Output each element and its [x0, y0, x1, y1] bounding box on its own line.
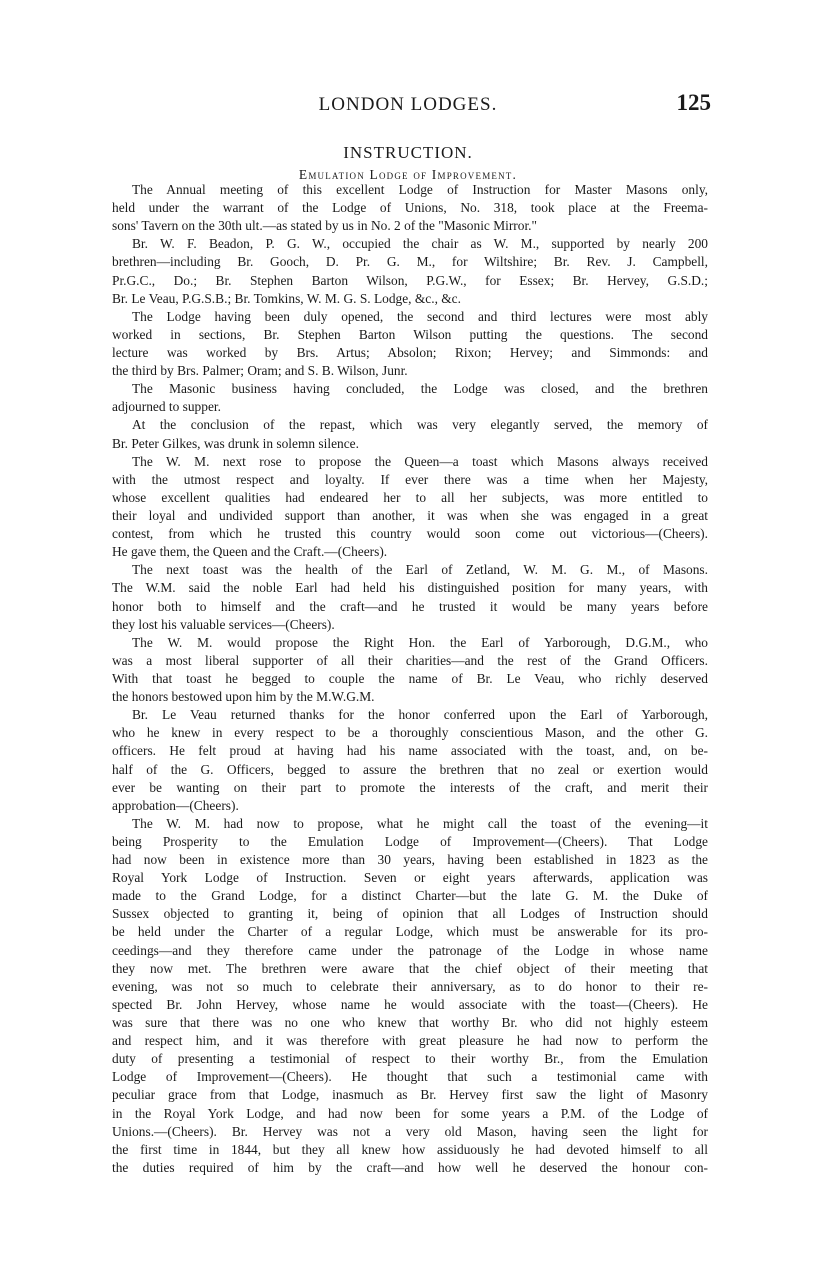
text-line: lecture was worked by Brs. Artus; Absolon; Rixon; Hervey; and Simmonds: and	[112, 344, 708, 360]
text-line: Unions.—(Cheers). Br. Hervey was not a very old Mason, having seen the light for	[112, 1123, 708, 1139]
text-line: their loyal and undivided support than another, it was when she was engaged in a great	[112, 507, 708, 523]
text-line: be held under the Charter of a regular Lodge, which must be answerable for its pro-	[112, 924, 708, 940]
text-line: brethren—including Br. Gooch, D. Pr. G. M., for Wiltshire; Br. Rev. J. Campbell,	[112, 254, 708, 270]
text-line: He gave them, the Queen and the Craft.—(Cheers).	[112, 544, 388, 560]
text-line: they now met. The brethren were aware that the chief object of their meeting that	[112, 960, 708, 976]
text-line: With that toast he begged to couple the name of Br. Le Veau, who richly deserved	[112, 670, 708, 686]
text-line: The W. M. next rose to propose the Queen—a toast which Masons always received	[132, 453, 708, 469]
text-line: spected Br. John Hervey, whose name he would associate with the toast—(Cheers). He	[112, 996, 708, 1012]
text-line: adjourned to supper.	[112, 399, 221, 415]
text-line: whose excellent qualities had endeared her to all her subjects, was more entitled to	[112, 489, 708, 505]
text-line: contest, from which he trusted this country would soon come out victorious—(Cheers).	[112, 526, 708, 542]
text-line: Br. Le Veau returned thanks for the honor conferred upon the Earl of Yarborough,	[132, 707, 708, 723]
text-line: Lodge of Improvement—(Cheers). He thought that such a testimonial came with	[112, 1069, 708, 1085]
text-line: had now been in existence more than 30 years, having been established in 1823 as the	[112, 852, 708, 868]
text-line: the third by Brs. Palmer; Oram; and S. B. Wilson, Junr.	[112, 363, 408, 379]
text-line: made to the Grand Lodge, for a distinct Charter—but the late G. M. the Duke of	[112, 888, 708, 904]
text-line: Pr.G.C., Do.; Br. Stephen Barton Wilson, P.G.W., for Essex; Br. Hervey, G.S.D.;	[112, 272, 708, 288]
text-line: the honors bestowed upon him by the M.W.G.M.	[112, 689, 375, 705]
text-line: the first time in 1844, but they all knew how assiduously he had devoted himself to all	[112, 1141, 708, 1157]
text-line: with the utmost respect and loyalty. If ever there was a time when her Majesty,	[112, 471, 708, 487]
text-line: the duties required of him by the craft—and how well he deserved the honour con-	[112, 1159, 708, 1175]
text-line: evening, was not so much to celebrate their anniversary, as to do honor to their re-	[112, 978, 708, 994]
text-line: being Prosperity to the Emulation Lodge of Improvement—(Cheers). That Lodge	[112, 833, 708, 849]
text-line: peculiar grace from that Lodge, inasmuch as Br. Hervey first saw the light of Masonry	[112, 1087, 708, 1103]
text-line: worked in sections, Br. Stephen Barton Wilson putting the questions. The second	[112, 326, 708, 342]
article-body	[112, 181, 708, 1177]
text-line: Royal York Lodge of Instruction. Seven or eight years afterwards, application was	[112, 870, 708, 886]
text-line: duty of presenting a testimonial of respect to their worthy Br., from the Emulation	[112, 1051, 708, 1067]
running-head	[108, 90, 711, 120]
text-line: The Annual meeting of this excellent Lodge of Instruction for Master Masons only,	[132, 182, 708, 197]
text-line: honor both to himself and the craft—and he trusted it would be many years before	[112, 598, 708, 614]
text-line: half of the G. Officers, begged to assure the brethren that no zeal or exertion would	[112, 761, 708, 777]
running-title: LONDON LODGES.	[318, 94, 498, 115]
text-line: Br. Le Veau, P.G.S.B.; Br. Tomkins, W. M. G. S. Lodge, &c., &c.	[112, 290, 461, 306]
text-line: approbation—(Cheers).	[112, 797, 239, 813]
text-line: The W. M. would propose the Right Hon. the Earl of Yarborough, D.G.M., who	[132, 634, 708, 650]
text-line: At the conclusion of the repast, which was very elegantly served, the memory of	[132, 417, 708, 433]
text-line: held under the warrant of the Lodge of Unions, No. 318, took place at the Freema-	[112, 200, 708, 216]
text-line: officers. He felt proud at having had his name associated with the toast, and, on be-	[112, 743, 708, 759]
text-line: who he knew in every respect to be a thoroughly conscientious Mason, and the other G.	[112, 725, 708, 741]
text-line: was sure that there was no one who knew that worthy Br. who did not highly esteem	[112, 1015, 708, 1031]
text-line: Br. W. F. Beadon, P. G. W., occupied the chair as W. M., supported by nearly 200	[132, 236, 708, 252]
text-line: The W. M. had now to propose, what he might call the toast of the evening—it	[132, 815, 708, 831]
text-line: sons' Tavern on the 30th ult.—as stated by us in No. 2 of the "Masonic Mirror."	[112, 218, 537, 234]
section-subtitle: Emulation Lodge of Improvement.	[298, 167, 518, 182]
text-line: The Lodge having been duly opened, the second and third lectures were most ably	[132, 308, 708, 324]
section-title: INSTRUCTION.	[343, 143, 473, 162]
text-line: was a most liberal supporter of all their charities—and the rest of the Grand Officers.	[112, 652, 708, 668]
text-line: The W.M. said the noble Earl had held his distinguished position for many years, with	[112, 580, 708, 596]
text-line: and respect him, and it was therefore with great pleasure he had now to perform the	[112, 1033, 708, 1049]
text-line: Sussex objected to granting it, being of opinion that all Lodges of Instruction should	[112, 906, 708, 922]
text-line: in the Royal York Lodge, and had now been for some years a P.M. of the Lodge of	[112, 1105, 708, 1121]
text-line: ever be wanting on their part to promote the interests of the craft, and merit their	[112, 779, 708, 795]
text-line: Br. Peter Gilkes, was drunk in solemn silence.	[112, 435, 359, 451]
text-line: ceedings—and they therefore came under the patronage of the Lodge in whose name	[112, 942, 708, 958]
text-line: they lost his valuable services—(Cheers).	[112, 616, 335, 632]
text-line: The Masonic business having concluded, the Lodge was closed, and the brethren	[132, 381, 708, 397]
text-line: The next toast was the health of the Earl of Zetland, W. M. G. M., of Masons.	[132, 562, 708, 578]
page-number: 125	[676, 90, 711, 115]
